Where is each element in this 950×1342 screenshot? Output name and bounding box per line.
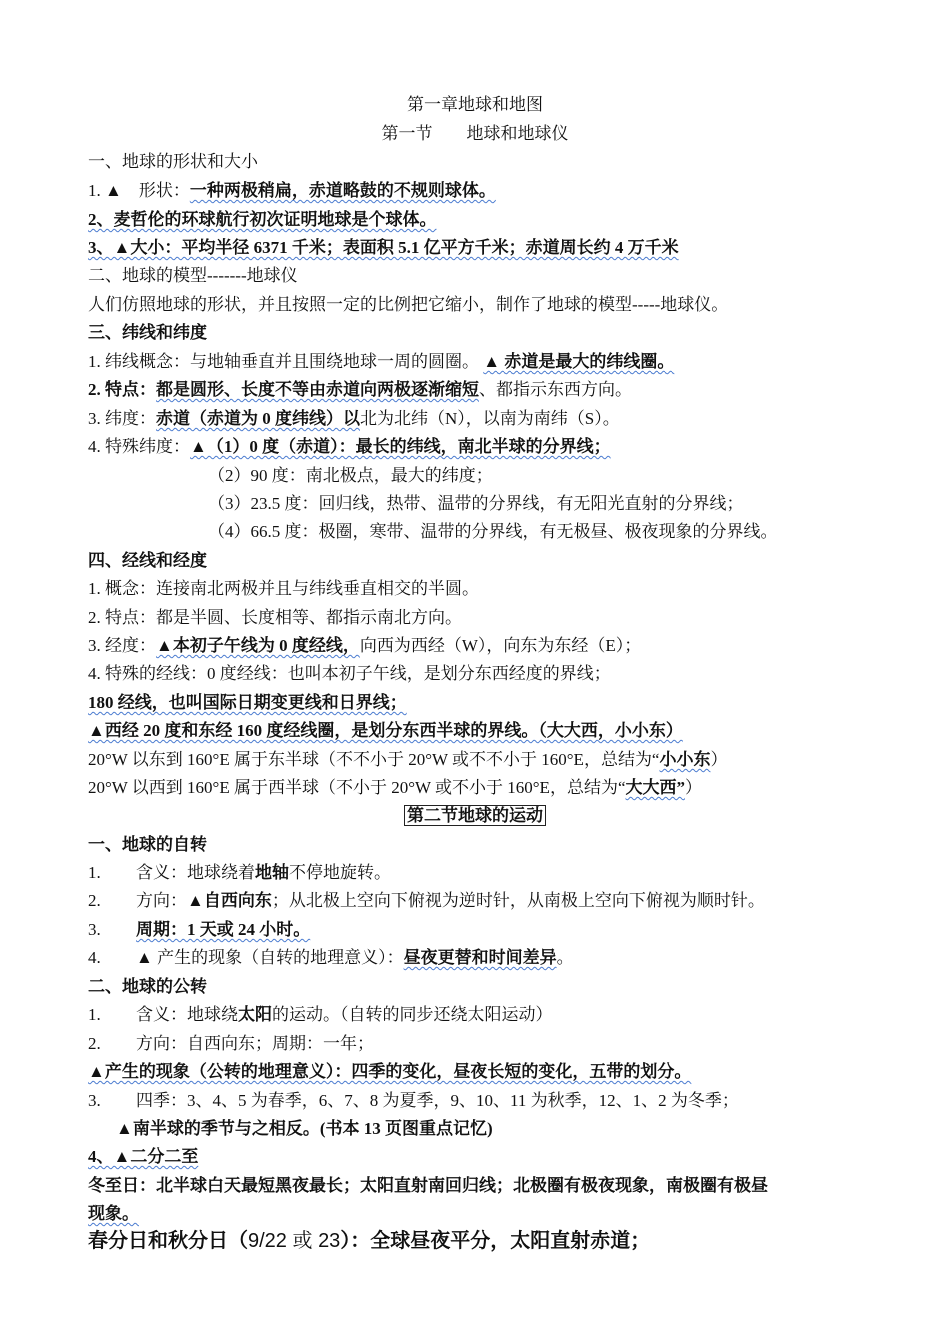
list-number: 3. <box>88 920 101 939</box>
list-number: 1. <box>88 1005 101 1024</box>
line-label: 1. 纬线概念：与地轴垂直并且围绕地球一周的圆圈。 <box>88 352 484 371</box>
line-emphasis: 太阳 <box>238 1005 272 1024</box>
line-text: ） <box>710 750 728 769</box>
line-hemisphere-boundary <box>88 721 683 741</box>
line-text: 或 <box>286 1230 319 1252</box>
line-text: ）：全球昼夜平分，太阳直射赤道； <box>340 1230 651 1252</box>
line-text: 23 <box>318 1230 341 1252</box>
line-globe-def: 人们仿照地球的形状，并且按照一定的比例把它缩小，制作了地球的模型-----地球仪。 <box>88 295 729 314</box>
line-special-latitude <box>88 437 611 457</box>
line-rotation-direction <box>88 891 765 911</box>
line-text: ） <box>684 778 702 797</box>
line-text: 的运动。（自转的同步还绕太阳运动） <box>272 1005 553 1024</box>
line-lat-23-5: （3）23.5 度：回归线，热带、温带的分界线，有无阳光直射的分界线； <box>208 494 744 513</box>
line-emphasis: 2、麦哲伦的环球航行初次证明地球是个球体。 <box>88 210 437 229</box>
line-emphasis: 昼夜更替和时间差异 <box>403 948 557 967</box>
chapter-title: 第一章地球和地图 <box>407 95 543 114</box>
line-label: 3. 经度： <box>88 636 156 655</box>
line-text: 20°W 以东到 160°E 属于东半球（不不小于 20°W 或不不小于 160°E，总结为“ <box>88 750 660 769</box>
heading-globe-model: 二、地球的模型-------地球仪 <box>88 266 298 285</box>
heading-rotation: 一、地球的自转 <box>88 835 207 854</box>
line-shape <box>88 181 496 201</box>
line-latitude-concept <box>88 352 674 372</box>
line-label: 1. ▲ 形状： <box>88 181 190 200</box>
line-text: 向西为西经（W），向东为东经（E）； <box>359 636 642 655</box>
line-text: ▲ 产生的现象（自转的地理意义）： <box>136 948 404 967</box>
line-emphasis: ▲西经 20 度和东经 160 度经线圈，是划分东西半球的界线。（大大西，小小东） <box>88 721 683 740</box>
line-size <box>88 238 679 258</box>
line-emphasis: ▲ 赤道是最大的纬线圈。 <box>483 352 675 371</box>
list-number: 1. <box>88 863 101 882</box>
line-emphasis: 现象。 <box>88 1204 139 1223</box>
line-emphasis: 4、▲二分二至 <box>88 1147 199 1166</box>
line-text: 。 <box>556 948 574 967</box>
line-emphasis: 赤道（赤道为 0 度纬线）以 <box>156 409 360 428</box>
line-emphasis: ▲本初子午线为 0 度经线， <box>156 636 360 655</box>
line-text: 不停地旋转。 <box>289 863 391 882</box>
line-text: 含义：地球绕着 <box>136 863 255 882</box>
line-label: 2. 特点： <box>88 380 156 399</box>
line-text: 方向：自西向东；周期：一年； <box>136 1034 374 1053</box>
list-number: 2. <box>88 891 101 910</box>
line-winter-solstice: 冬至日：北半球白天最短黑夜最长；太阳直射南回归线；北极圈有极夜现象，南极圈有极昼 <box>88 1176 768 1195</box>
line-emphasis: 一种两极稍扁，赤道略鼓的不规则球体。 <box>189 181 496 200</box>
line-solstice-heading <box>88 1147 198 1167</box>
line-text: 、都指示东西方向。 <box>479 380 632 399</box>
list-number: 2. <box>88 1034 101 1053</box>
line-southern-seasons: ▲南半球的季节与之相反。(书本 13 页图重点记忆) <box>116 1119 493 1138</box>
line-emphasis: 地轴 <box>255 863 289 882</box>
line-west-hemisphere <box>88 778 702 798</box>
line-revolution-direction <box>88 1034 374 1054</box>
line-emphasis: ▲自西向东 <box>187 891 272 910</box>
line-longitude-concept: 1. 概念：连接南北两极并且与纬线垂直相交的半圆。 <box>88 579 479 598</box>
heading-revolution: 二、地球的公转 <box>88 977 207 996</box>
line-text: 四季：3、4、5 为春季，6、7、8 为夏季，9、10、11 为秋季，12、1、2 为冬季； <box>136 1091 739 1110</box>
line-winter-solstice-cont <box>88 1204 139 1224</box>
line-text: 春分日和秋分日（ <box>88 1230 248 1252</box>
list-number: 3. <box>88 1091 101 1110</box>
line-seasons <box>88 1091 739 1111</box>
section-title-2 <box>0 806 950 826</box>
section-title-1: 第一节 地球和地球仪 <box>381 124 569 143</box>
line-emphasis: ▲产生的现象（公转的地理意义）：四季的变化，昼夜长短的变化，五带的划分。 <box>88 1062 692 1081</box>
line-label: 方向： <box>136 891 187 910</box>
heading-latitude: 三、纬线和纬度 <box>88 323 207 342</box>
line-latitude-features <box>88 380 632 400</box>
boxed-title: 第二节地球的运动 <box>404 805 546 826</box>
line-emphasis: 180 经线，也叫国际日期变更线和日界线； <box>88 693 407 712</box>
line-text: 9/22 <box>248 1230 287 1252</box>
heading-longitude: 四、经线和经度 <box>88 551 207 570</box>
line-text: 含义：地球绕 <box>136 1005 238 1024</box>
line-emphasis: 周期：1 天或 24 小时。 <box>136 920 311 939</box>
line-rotation-period <box>88 920 310 940</box>
line-text: 20°W 以西到 160°E 属于西半球（不小于 20°W 或不小于 160°E，总结为“ <box>88 778 626 797</box>
line-label: 3. 纬度： <box>88 409 156 428</box>
line-180 <box>88 693 407 713</box>
list-number: 4. <box>88 948 101 967</box>
heading-shape-size: 一、地球的形状和大小 <box>88 152 258 171</box>
line-special-longitude: 4. 特殊的经线：0 度经线：也叫本初子午线，是划分东西经度的界线； <box>88 664 611 683</box>
line-lat-90: （2）90 度：南北极点，最大的纬度； <box>208 466 493 485</box>
line-text: 北为北纬（N），以南为南纬（S）。 <box>360 409 620 428</box>
line-emphasis: 小小东 <box>659 750 711 769</box>
line-rotation-meaning <box>88 863 391 883</box>
line-emphasis: ▲（1）0 度（赤道）：最长的纬线，南北半球的分界线； <box>190 437 611 456</box>
line-longitude-features: 2. 特点：都是半圆、长度相等、都指示南北方向。 <box>88 608 462 627</box>
line-latitude-degree <box>88 409 620 429</box>
line-equinox <box>88 1231 650 1251</box>
line-emphasis: 3、▲大小：平均半径 6371 千米；表面积 5.1 亿平方千米；赤道周长约 4 万千米 <box>88 238 679 257</box>
line-emphasis: 都是圆形、长度不等由赤道向两极逐渐缩短 <box>156 380 479 399</box>
line-revolution-effect <box>88 1062 691 1082</box>
line-label: 4. 特殊纬度： <box>88 437 190 456</box>
line-revolution-meaning <box>88 1005 553 1025</box>
line-magellan <box>88 210 437 230</box>
line-lat-66-5: （4）66.5 度：极圈，寒带、温带的分界线，有无极昼、极夜现象的分界线。 <box>208 522 778 541</box>
line-text: ；从北极上空向下俯视为逆时针，从南极上空向下俯视为顺时针。 <box>271 891 765 910</box>
line-east-hemisphere <box>88 750 727 770</box>
line-longitude-degree <box>88 636 641 656</box>
line-emphasis: 大大西” <box>625 778 685 797</box>
line-rotation-effect <box>88 948 574 968</box>
